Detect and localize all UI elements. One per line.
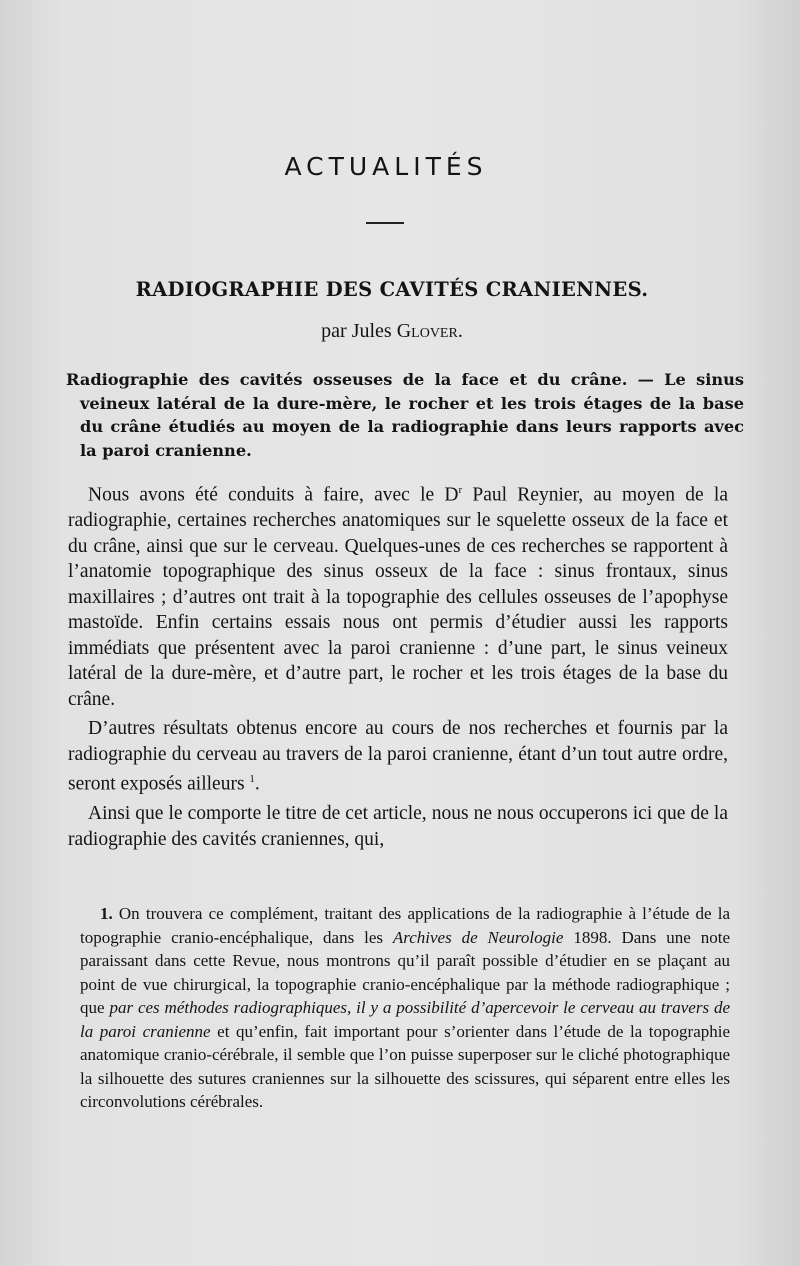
title-divider (366, 222, 404, 224)
article-title: RADIOGRAPHIE DES CAVITÉS CRANIENNES. (135, 278, 649, 301)
article-body (68, 478, 728, 856)
footnote-ref: 1 (249, 773, 255, 785)
footnote-text-2: 1898. Dans une note paraissant dans cette Revue, nous montrons qu’il paraît possible d’étudier en se plaçant au point de vue chirurgical, la topographie cranio-encéphalique par la méthode radiographique ; que (80, 927, 730, 1017)
body-paragraph-1 (68, 478, 728, 712)
byline (0, 320, 784, 343)
p2-text-b: . (254, 773, 260, 795)
section-title: ACTUALITÉS (284, 152, 488, 181)
body-paragraph-2 (68, 716, 728, 797)
p1-text-a: Nous avons été conduits à faire, avec le D (88, 484, 459, 506)
footnote-number: 1. (100, 904, 113, 923)
footnote (80, 902, 730, 1114)
footnote-journal: Archives de Neurologie (392, 927, 564, 947)
p1-superscript: r (458, 484, 463, 496)
article-summary: Radiographie des cavités osseuses de la face et du crâne. — Le sinus veineux latéral de la dure-mère, le rocher et les trois étages de la base du crâne étudiés au moyen de la radiographie dans leurs rapports avec la paroi cranienne. (66, 370, 744, 460)
p2-text-a: D’autres résultats obtenus encore au cours de nos recherches et fournis par la radiographie du cerveau au travers de la paroi cranienne, étant d’un tout autre ordre, seront exposés ailleurs (68, 718, 728, 795)
author-surname: Glover (396, 320, 458, 342)
byline-suffix: . (457, 320, 463, 342)
footnote-text-3: et qu’enfin, fait important pour s’orienter dans l’étude de la topographie anatomique cranio-cérébrale, il semble que l’on puisse superposer sur le cliché photographique la silhouette des sutures craniennes sur la silhouette des scissures, qui séparent entre elles les circonvolutions cérébrales. (80, 1021, 731, 1111)
footnote-text-1: On trouvera ce complément, traitant des applications de la radiographie à l’étude de la topographie cranio-encéphalique, dans les (80, 904, 730, 947)
p1-text-b: Paul Reynier, au moyen de la radiographie, certaines recherches anatomiques sur le squelette osseux de la face et du crâne, ainsi que sur le cerveau. Quelques-unes de ces recherches se rapportent à l’anatomie topographique des sinus osseux de la face : sinus frontaux, sinus maxillaires ; d’autres ont trait à la topographie des cellules osseuses de l’apophyse mastoïde. Enfin certains essais nous ont permis d’étudier aussi les rapports immédiats que présentent avec la paroi cranienne : d’une part, le sinus veineux latéral de la dure-mère, et d’autre part, le rocher et les trois étages de la base du crâne. (68, 484, 728, 710)
footnote-emphasis: par ces méthodes radiographiques, il y a possibilité d’apercevoir le cerveau au travers de la paroi cranienne (80, 998, 731, 1041)
body-paragraph-3: Ainsi que le comporte le titre de cet article, nous ne nous occuperons ici que de la radiographie des cavités craniennes, qui, (68, 803, 728, 850)
byline-prefix: par Jules (321, 320, 392, 342)
